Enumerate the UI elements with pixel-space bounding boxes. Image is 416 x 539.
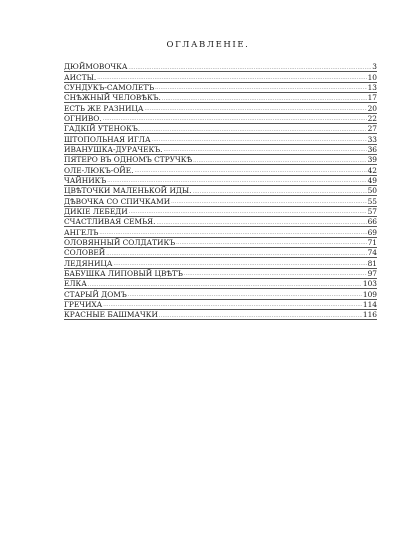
toc-dot-leader — [134, 169, 366, 175]
toc-entry-title: ОГНИВО. — [64, 114, 102, 124]
toc-entry[interactable] — [64, 227, 377, 237]
toc-dot-leader — [184, 272, 367, 278]
toc-entry[interactable] — [64, 238, 377, 248]
toc-entry[interactable] — [64, 196, 377, 206]
toc-entry[interactable] — [64, 300, 377, 310]
toc-entry-page-number: 33 — [367, 134, 377, 144]
toc-entry-page-number: 17 — [367, 93, 377, 103]
toc-entry-page-number: 55 — [367, 196, 377, 206]
toc-entry-title: ПЯТЕРО ВЪ ОДНОМЪ СТРУЧКѢ — [64, 155, 193, 165]
toc-entry-title: ОЛОВЯННЫЙ СОЛДАТИКЪ — [64, 238, 176, 247]
toc-entry-page-number: 3 — [372, 62, 377, 72]
toc-entry-page-number: 49 — [367, 176, 377, 186]
toc-dot-leader — [88, 283, 362, 289]
toc-entry-page-number: 13 — [367, 83, 377, 93]
toc-dot-leader — [128, 293, 362, 299]
toc-entry[interactable] — [64, 176, 377, 186]
toc-dot-leader — [156, 221, 366, 227]
toc-entry-title: СЧАСТЛИВАЯ СЕМЬЯ. — [64, 217, 156, 227]
toc-entry[interactable] — [64, 310, 377, 320]
toc-entry-title: СТАРЫЙ ДОМЪ — [64, 289, 127, 299]
toc-entry-page-number: 66 — [367, 217, 377, 227]
toc-dot-leader — [152, 138, 367, 144]
toc-entry[interactable] — [64, 269, 377, 279]
toc-entry-page-number: 20 — [367, 103, 377, 113]
toc-entry-title: ШТОПОЛЬНАЯ ИГЛА — [64, 134, 151, 144]
toc-entry[interactable] — [64, 207, 377, 217]
toc-entry-page-number: 103 — [362, 279, 377, 289]
toc-entry-page-number: 114 — [362, 299, 377, 309]
toc-entry[interactable] — [64, 114, 377, 124]
toc-entry-title: КРАСНЫЕ БАШМАЧКИ — [64, 310, 158, 320]
toc-entry-title: ИВАНУШКА-ДУРАЧЕКЪ. — [64, 145, 163, 155]
table-of-contents — [64, 62, 377, 320]
toc-dot-leader — [103, 303, 362, 309]
toc-entry-title: ДѢВОЧКА СО СПИЧКАМИ — [64, 196, 171, 206]
toc-entry[interactable] — [64, 155, 377, 165]
toc-entry[interactable] — [64, 93, 377, 103]
toc-entry-title: ЦВѢТОЧКИ МАЛЕНЬКОЙ ИДЫ. — [64, 186, 192, 196]
toc-entry-title: БАБУШКА ЛИПОВЫЙ ЦВѢТЪ — [64, 268, 183, 278]
toc-dot-leader — [155, 86, 366, 92]
toc-entry-page-number: 27 — [367, 124, 377, 134]
toc-entry[interactable] — [64, 165, 377, 175]
toc-entry[interactable] — [64, 124, 377, 134]
toc-heading: ОГЛАВЛЕНIЕ. — [166, 40, 250, 50]
toc-dot-leader — [128, 66, 371, 72]
toc-entry-title: ЕЛКА — [64, 279, 87, 289]
toc-dot-leader — [107, 179, 366, 185]
toc-dot-leader — [193, 190, 367, 196]
toc-dot-leader — [193, 159, 367, 165]
toc-entry-page-number: 36 — [367, 145, 377, 155]
toc-entry[interactable] — [64, 186, 377, 196]
toc-entry[interactable] — [64, 103, 377, 113]
toc-entry-title: СНѢЖНЫЙ ЧЕЛОВѢКЪ. — [64, 93, 161, 103]
toc-dot-leader — [103, 117, 367, 123]
toc-entry-page-number: 50 — [367, 186, 377, 196]
toc-dot-leader — [159, 314, 362, 320]
toc-entry-page-number: 22 — [367, 114, 377, 124]
toc-entry-page-number: 10 — [367, 72, 377, 82]
toc-entry-title: ДИКIЕ ЛЕБЕДИ — [64, 207, 128, 217]
toc-entry-page-number: 74 — [367, 248, 377, 258]
toc-entry-title: ГАДКIЙ УТЕНОКЪ. — [64, 124, 141, 134]
toc-entry[interactable] — [64, 62, 377, 72]
toc-entry-title: СОЛОВЕЙ — [64, 248, 106, 258]
toc-entry[interactable] — [64, 248, 377, 258]
toc-entry[interactable] — [64, 289, 377, 299]
toc-dot-leader — [99, 231, 366, 237]
toc-entry-title: ГРЕЧИХА — [64, 299, 103, 309]
toc-dot-leader — [162, 97, 367, 103]
toc-entry-page-number: 39 — [367, 155, 377, 165]
toc-entry-title: ОЛЕ-ЛЮКЪ-ОЙЕ. — [64, 165, 134, 175]
toc-dot-leader — [144, 107, 366, 113]
toc-entry[interactable] — [64, 217, 377, 227]
toc-dot-leader — [113, 262, 366, 268]
toc-entry[interactable] — [64, 83, 377, 93]
toc-entry-page-number: 69 — [367, 227, 377, 237]
toc-entry-title: АИСТЫ. — [64, 72, 97, 82]
toc-entry-title: ЧАЙНИКЪ — [64, 176, 107, 186]
toc-dot-leader — [129, 210, 367, 216]
toc-entry[interactable] — [64, 279, 377, 289]
toc-entry-title: ЕСТЬ ЖЕ РАЗНИЦА — [64, 103, 144, 113]
toc-entry-page-number: 97 — [367, 268, 377, 278]
toc-dot-leader — [163, 148, 366, 154]
toc-dot-leader — [176, 241, 366, 247]
toc-entry-page-number: 109 — [362, 289, 377, 299]
toc-entry-title: АНГЕЛЪ — [64, 227, 99, 237]
toc-dot-leader — [141, 128, 367, 134]
toc-entry-page-number: 57 — [367, 207, 377, 217]
toc-entry-page-number: 81 — [367, 258, 377, 268]
toc-entry-page-number: 42 — [367, 165, 377, 175]
toc-entry[interactable] — [64, 72, 377, 82]
toc-entry[interactable] — [64, 145, 377, 155]
toc-entry-title: ДЮЙМОВОЧКА — [64, 62, 128, 72]
toc-dot-leader — [106, 252, 366, 258]
toc-entry-title: ЛЕДЯНИЦА — [64, 258, 113, 268]
toc-dot-leader — [97, 76, 366, 82]
toc-entry-page-number: 71 — [367, 238, 377, 247]
toc-entry-title: СУНДУКЪ-САМОЛЕТЪ — [64, 83, 155, 93]
toc-entry[interactable] — [64, 134, 377, 144]
toc-entry-page-number: 116 — [362, 310, 377, 320]
toc-dot-leader — [171, 200, 366, 206]
toc-entry[interactable] — [64, 258, 377, 268]
